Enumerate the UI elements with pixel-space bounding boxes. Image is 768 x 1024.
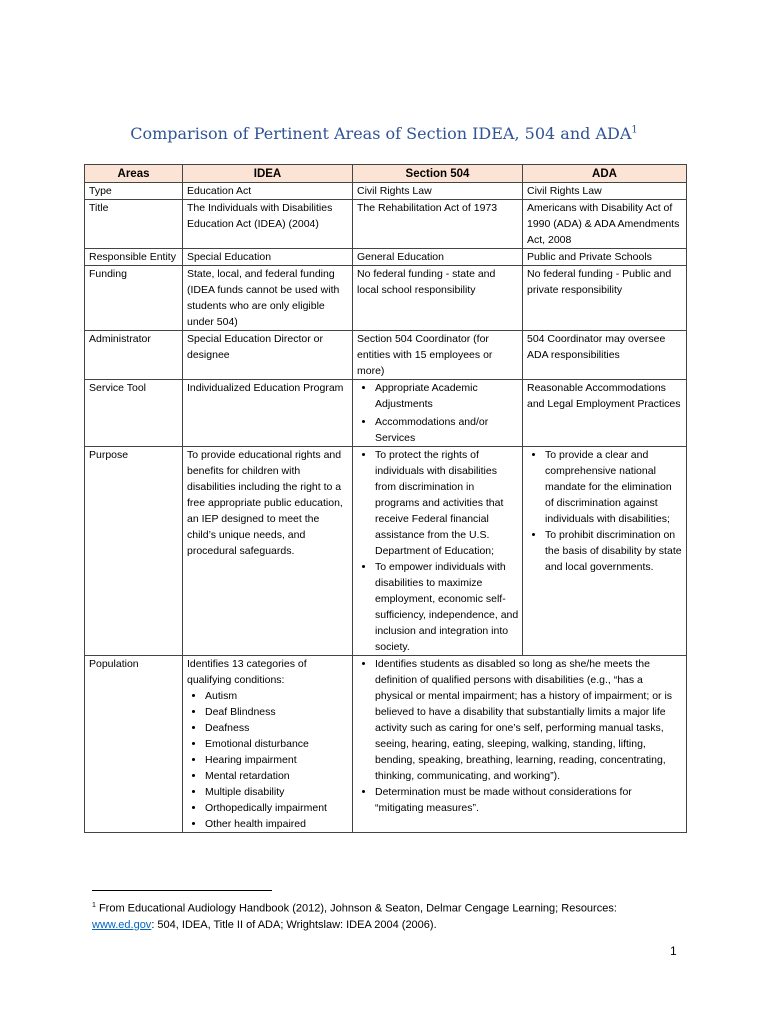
list-item: • Hearing impairment [205, 752, 349, 768]
cell-idea: Special Education Director or designee [183, 331, 353, 380]
row-administrator [85, 331, 687, 380]
footnote-divider [92, 890, 272, 891]
document-title: Comparison of Pertinent Areas of Section IDEA, 504 and ADA$^1$ [130, 124, 638, 143]
list-item: • To protect the rights of individuals with disabilities from discrimination in programs and activities that receive Federal financial assistance from the U.S. Department of Education; [375, 447, 519, 559]
list-item: • Emotional disturbance [205, 736, 349, 752]
footnote-text-2: : 504, IDEA, Title II of ADA; Wrightslaw: IDEA 2004 (2006). [151, 918, 437, 931]
cell-idea: Education Act [183, 183, 353, 200]
cell-ada [523, 447, 687, 656]
header-ada: ADA [523, 165, 687, 183]
cell-idea [183, 656, 353, 833]
list-item: • Autism [205, 688, 349, 704]
cell-idea: Special Education [183, 249, 353, 266]
cell-504: General Education [353, 249, 523, 266]
cell-area: Funding [85, 266, 183, 331]
list-item: • To empower individuals with disabilities to maximize employment, economic self-sufficiency, independence, and inclusion and integration into society. [375, 559, 519, 655]
population-intro: Identifies 13 categories of qualifying conditions: [187, 658, 307, 686]
cell-ada: 504 Coordinator may oversee ADA responsibilities [523, 331, 687, 380]
cell-area: Population [85, 656, 183, 833]
list-item: • Appropriate Academic Adjustments [375, 380, 519, 412]
row-title [85, 200, 687, 249]
cell-area: Purpose [85, 447, 183, 656]
bullet-list [527, 447, 683, 575]
list-item: • To provide a clear and comprehensive national mandate for the elimination of discrimination against individuals with disabilities; [545, 447, 683, 527]
conditions-list [187, 688, 349, 832]
header-row [85, 165, 687, 183]
row-service-tool [85, 380, 687, 447]
list-item: • Mental retardation [205, 768, 349, 784]
list-item: • Deaf Blindness [205, 704, 349, 720]
cell-idea: The Individuals with Disabilities Education Act (IDEA) (2004) [183, 200, 353, 249]
list-item: • Accommodations and/or Services [375, 414, 519, 446]
cell-504: No federal funding - state and local school responsibility [353, 266, 523, 331]
list-item: • Deafness [205, 720, 349, 736]
cell-ada: No federal funding - Public and private responsibility [523, 266, 687, 331]
cell-idea: Individualized Education Program [183, 380, 353, 447]
cell-504 [353, 380, 523, 447]
bullet-list [357, 656, 683, 816]
footnote-marker: 1 [92, 902, 96, 909]
cell-idea: State, local, and federal funding (IDEA funds cannot be used with students who are only eligible under 504) [183, 266, 353, 331]
list-item: • Other health impaired [205, 816, 349, 832]
cell-area: Responsible Entity [85, 249, 183, 266]
cell-504-ada [353, 656, 687, 833]
cell-504: Section 504 Coordinator (for entities with 15 employees or more) [353, 331, 523, 380]
ed-gov-link[interactable]: www.ed.gov [92, 918, 152, 931]
list-item: • Orthopedically impairment [205, 800, 349, 816]
cell-ada: Reasonable Accommodations and Legal Employment Practices [523, 380, 687, 447]
row-funding [85, 266, 687, 331]
list-item: • Multiple disability [205, 784, 349, 800]
header-areas: Areas [85, 165, 183, 183]
cell-idea: To provide educational rights and benefits for children with disabilities including the right to a free appropriate public education, an IEP designed to meet the child’s unique needs, and procedural safeguards. [183, 447, 353, 656]
cell-area: Service Tool [85, 380, 183, 447]
footnote-ref: 1 [631, 124, 638, 136]
cell-area: Type [85, 183, 183, 200]
header-section-504: Section 504 [353, 165, 523, 183]
row-type [85, 183, 687, 200]
footnote [92, 898, 672, 933]
row-purpose [85, 447, 687, 656]
cell-ada: Civil Rights Law [523, 183, 687, 200]
list-item: • To prohibit discrimination on the basis of disability by state and local governments. [545, 527, 683, 575]
cell-ada: Americans with Disability Act of 1990 (ADA) & ADA Amendments Act, 2008 [523, 200, 687, 249]
footnote-text: From Educational Audiology Handbook (2012), Johnson & Seaton, Delmar Cengage Learning; Resources: [95, 902, 617, 915]
row-population [85, 656, 687, 833]
list-item: • Identifies students as disabled so long as she/he meets the definition of qualified persons with disabilities (e.g., “has a physical or mental impairment; has a history of impairment; or is believed to have a disability that substantially limits a major life activity such as caring for one’s self, performing manual tasks, seeing, hearing, eating, sleeping, walking, standing, lifting, bending, speaking, breathing, learning, reading, concentrating, thinking, communicating, and working”). [375, 656, 683, 784]
bullet-list [357, 447, 519, 655]
cell-area: Administrator [85, 331, 183, 380]
header-idea: IDEA [183, 165, 353, 183]
cell-504 [353, 447, 523, 656]
cell-area: Title [85, 200, 183, 249]
cell-504: The Rehabilitation Act of 1973 [353, 200, 523, 249]
page-number: 1 [670, 944, 677, 958]
cell-504: Civil Rights Law [353, 183, 523, 200]
comparison-table [84, 164, 687, 833]
bullet-list [357, 380, 519, 446]
row-responsible-entity [85, 249, 687, 266]
cell-ada: Public and Private Schools [523, 249, 687, 266]
list-item: • Determination must be made without considerations for “mitigating measures”. [375, 784, 683, 816]
